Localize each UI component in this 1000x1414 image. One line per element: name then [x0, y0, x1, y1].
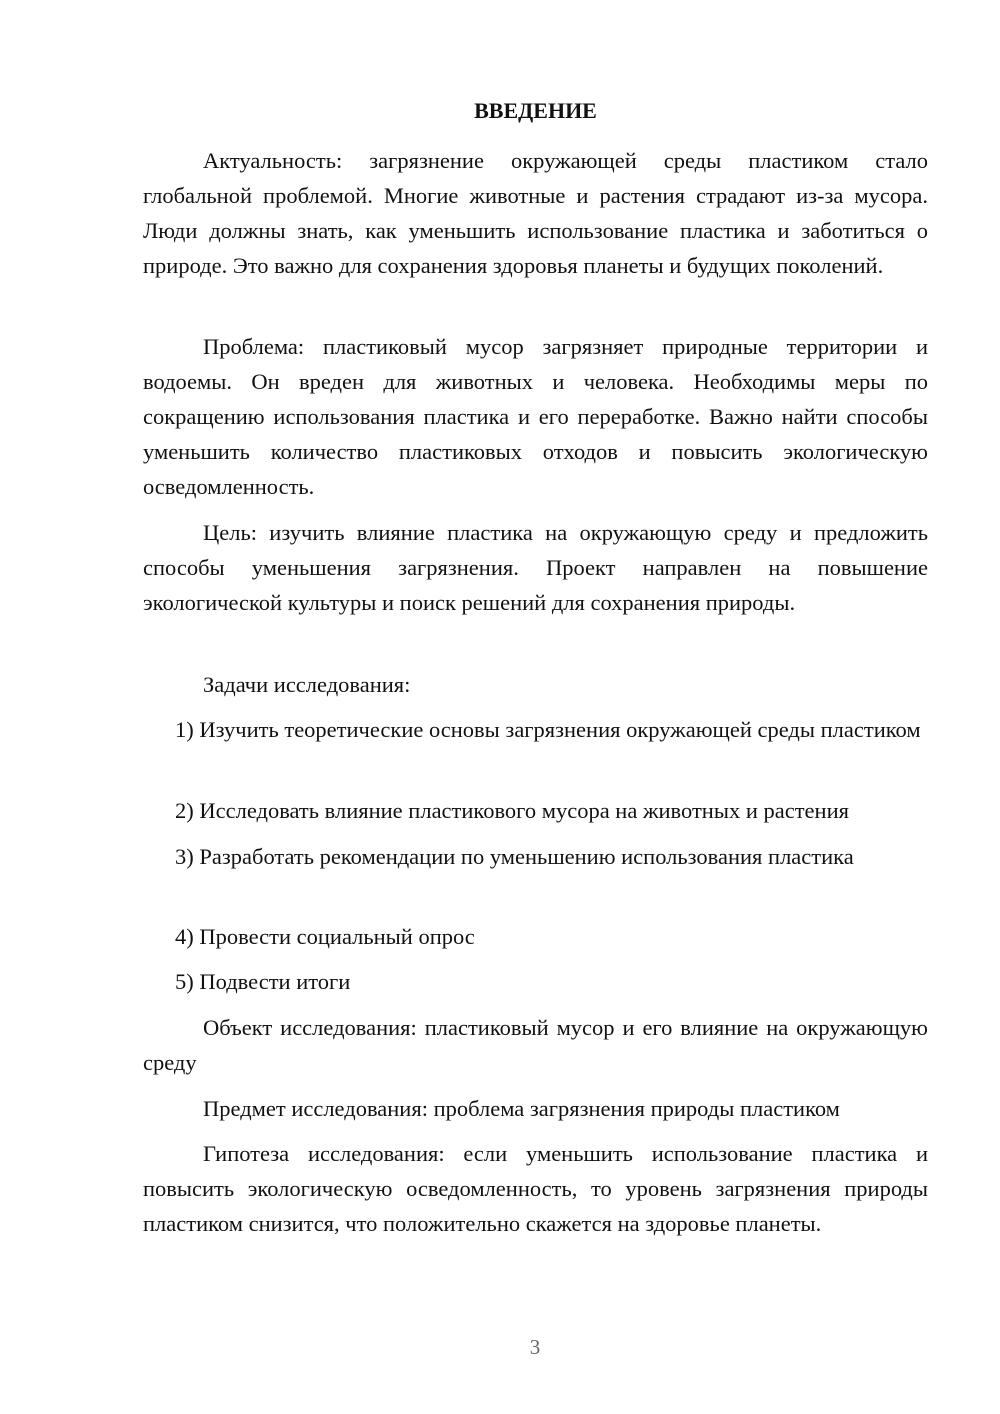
task-item: 5) Подвести итоги [175, 969, 351, 994]
task-item: 1) Изучить теоретические основы загрязнения окружающей среды пластиком [175, 717, 921, 742]
relevance-paragraph: Актуальность: загрязнение окружающей среды пластиком стало глобальной проблемой. Многие животные и растения страдают из-за мусора. Люди должны знать, как уменьшить использование пластика и заботиться о природе. Это важно для сохранения здоровья планеты и будущих поколений. [143, 148, 928, 278]
section-heading: ВВЕДЕНИЕ [474, 98, 597, 123]
tasks-title: Задачи исследования: [203, 672, 411, 697]
hypothesis-paragraph: Гипотеза исследования: если уменьшить использование пластика и повысить экологическую осведомленность, то уровень загрязнения природы пластиком снизится, что положительно скажется на здоровье планеты. [143, 1141, 928, 1236]
task-item: 3) Разработать рекомендации по уменьшению использования пластика [175, 844, 854, 869]
problem-paragraph: Проблема: пластиковый мусор загрязняет природные территории и водоемы. Он вреден для животных и человека. Необходимы меры по сокращению использования пластика и его переработке. Важно найти способы уменьшить количество пластиковых отходов и повысить экологическую осведомленность. [143, 334, 928, 499]
page-number: 3 [529, 1335, 541, 1359]
object-paragraph: Объект исследования: пластиковый мусор и его влияние на окружающую среду [143, 1015, 928, 1075]
task-item: 2) Исследовать влияние пластикового мусора на животных и растения [175, 798, 849, 823]
task-item: 4) Провести социальный опрос [175, 924, 475, 949]
goal-paragraph: Цель: изучить влияние пластика на окружающую среду и предложить способы уменьшения загрязнения. Проект направлен на повышение экологической культуры и поиск решений для сохранения природы. [143, 520, 928, 615]
subject-paragraph: Предмет исследования: проблема загрязнения природы пластиком [203, 1096, 840, 1121]
